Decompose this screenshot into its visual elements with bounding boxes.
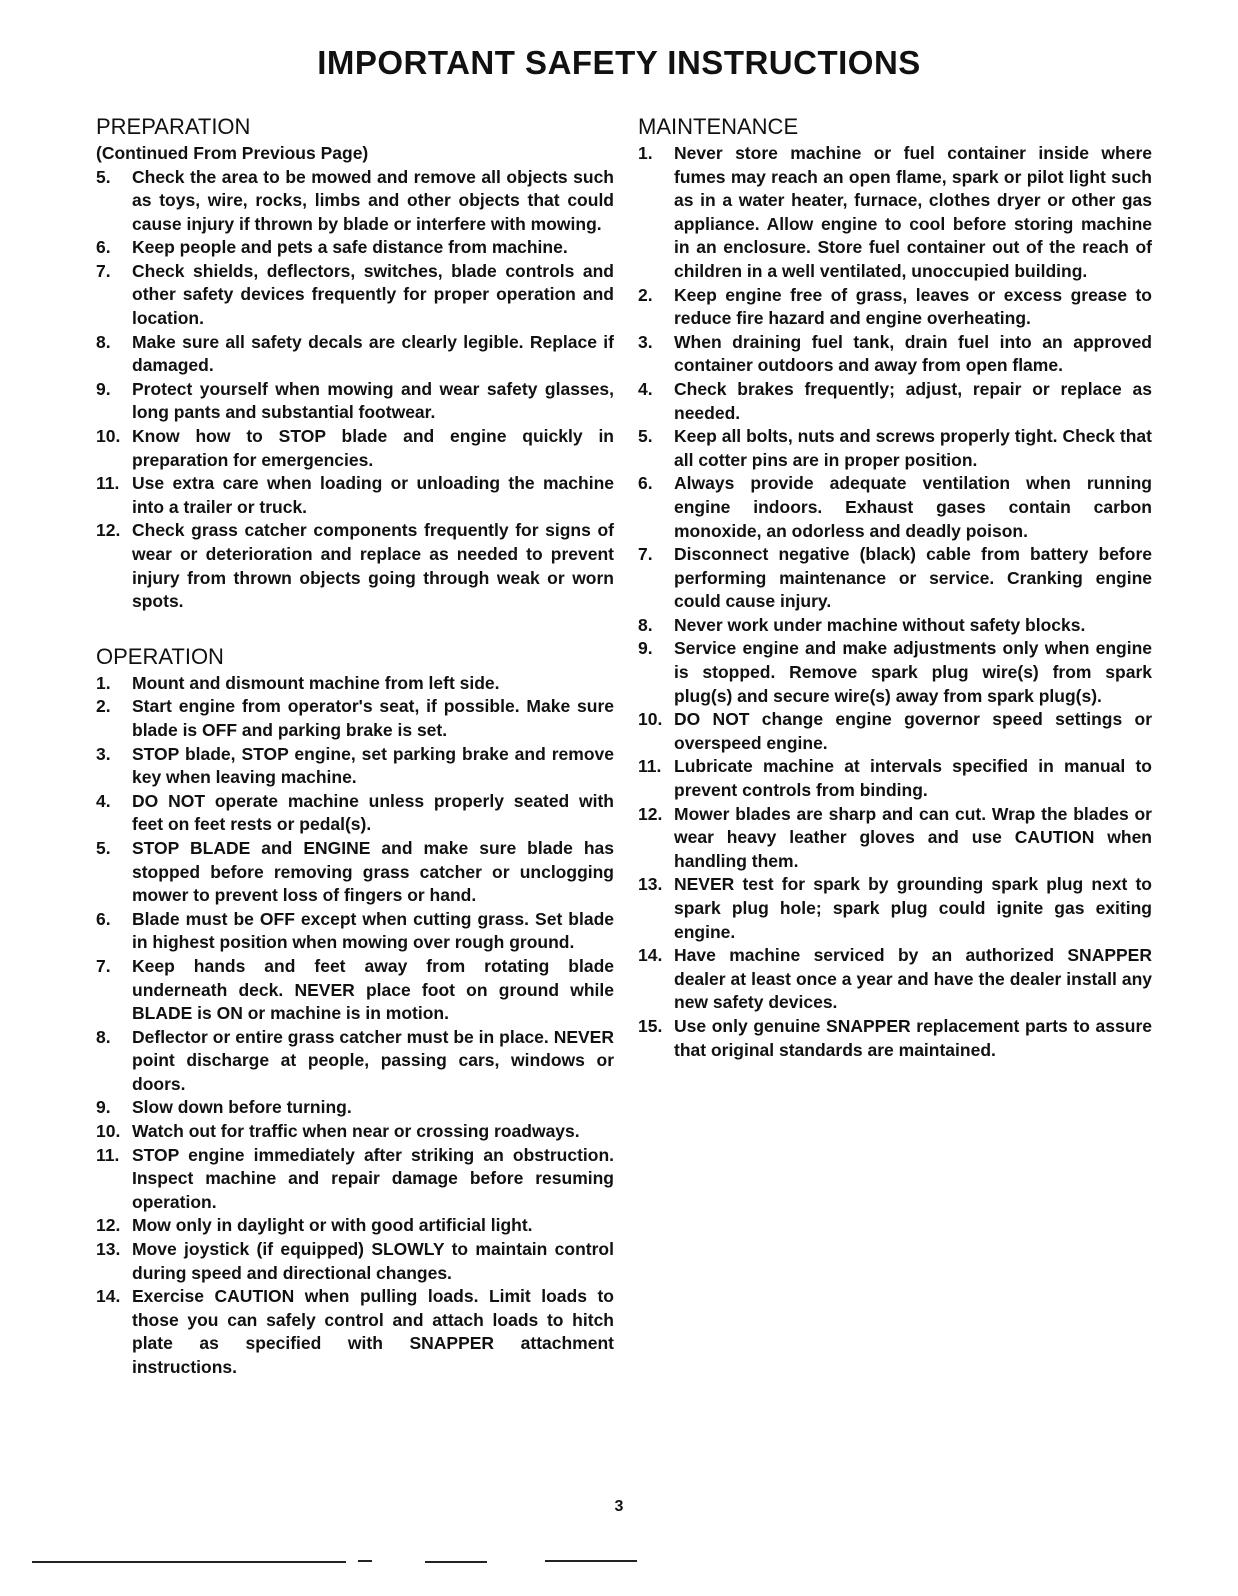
item-number: 11. [96,473,120,494]
left-column [96,112,614,1380]
list-item [638,873,1152,944]
footer-rule [358,1560,372,1562]
item-text: Move joystick (if equipped) SLOWLY to maintain control during speed and directional changes. [132,1239,614,1283]
item-number: 9. [638,638,653,659]
list-item [96,790,614,837]
list-item [96,743,614,790]
item-text: When draining fuel tank, drain fuel into an approved container outdoors and away from open flame. [674,331,1152,376]
item-number: 7. [96,260,111,281]
item-text: Check shields, deflectors, switches, blade controls and other safety devices frequently for proper operation and location. [132,260,614,329]
list-item [96,1285,614,1379]
item-text: Slow down before turning. [132,1097,352,1118]
item-text: Disconnect negative (black) cable from battery before performing maintenance or service. Cranking engine could cause injury. [674,544,1152,612]
item-text: Mow only in daylight or with good artificial light. [132,1215,533,1236]
item-text: STOP blade, STOP engine, set parking brake and remove key when leaving machine. [132,743,614,788]
list-item [96,837,614,908]
maintenance-heading: MAINTENANCE [638,114,799,139]
item-text: STOP BLADE and ENGINE and make sure blade has stopped before removing grass catcher or unclogging mower to prevent loss of fingers or hand. [132,837,614,906]
list-item [638,944,1152,1015]
operation-list [96,672,614,1380]
right-column [638,112,1152,1062]
operation-heading: OPERATION [96,643,224,669]
item-number: 3. [638,331,653,352]
item-text: Keep engine free of grass, leaves or excess grease to reduce fire hazard and engine overheating. [674,284,1152,329]
list-item [96,672,614,696]
item-number: 10. [638,709,663,730]
item-number: 14. [96,1286,121,1307]
footer-rule [425,1561,487,1563]
item-number: 8. [96,1026,111,1047]
item-number: 13. [96,1239,121,1260]
list-item [96,955,614,1026]
item-number: 4. [638,378,653,399]
item-text: Lubricate machine at intervals specified in manual to prevent controls from binding. [674,756,1152,801]
item-number: 8. [638,614,653,635]
item-number: 2. [96,696,111,717]
list-item [638,142,1152,284]
continued-note: (Continued From Previous Page) [96,143,369,163]
list-item [96,1096,614,1120]
item-text: Deflector or entire grass catcher must be in place. NEVER point discharge at people, passing cars, windows or doors. [132,1026,614,1094]
list-item [96,166,614,237]
item-text: Mount and dismount machine from left side. [132,672,500,693]
list-item [638,543,1152,614]
item-text: STOP engine immediately after striking an obstruction. Inspect machine and repair damage before resuming operation. [132,1144,614,1212]
item-text: Check the area to be mowed and remove all objects such as toys, wire, rocks, limbs and other objects that could cause injury if thrown by blade or interfere with mowing. [132,166,614,234]
item-text: Service engine and make adjustments only when engine is stopped. Remove spark plug wire(s) from spark plug(s) and secure wire(s) away from spark plug(s). [674,638,1152,706]
item-text: Keep hands and feet away from rotating blade underneath deck. NEVER place foot on ground while BLADE is ON or machine is in motion. [132,955,614,1024]
item-text: Use only genuine SNAPPER replacement parts to assure that original standards are maintained. [674,1015,1152,1060]
item-text: Check grass catcher components frequently for signs of wear or deterioration and replace as needed to prevent injury from thrown objects going through weak or worn spots. [132,520,614,612]
item-text: Have machine serviced by an authorized SNAPPER dealer at least once a year and have the dealer install any new safety devices. [674,945,1152,1013]
item-text: Never work under machine without safety blocks. [674,614,1086,635]
item-text: Start engine from operator's seat, if possible. Make sure blade is OFF and parking brake is set. [132,696,614,740]
list-item [96,260,614,331]
item-text: Make sure all safety decals are clearly legible. Replace if damaged. [132,331,614,376]
item-text: Protect yourself when mowing and wear safety glasses, long pants and substantial footwear. [132,378,614,423]
item-number: 10. [96,426,121,447]
item-number: 5. [638,426,653,447]
list-item [638,472,1152,543]
list-item [96,519,614,613]
list-item [638,378,1152,425]
list-item [96,1026,614,1097]
item-text: Keep all bolts, nuts and screws properly tight. Check that all cotter pins are in proper position. [674,426,1152,470]
list-item [638,803,1152,874]
item-text: NEVER test for spark by grounding spark plug next to spark plug hole; spark plug could ignite gas exiting engine. [674,874,1152,942]
item-number: 9. [96,378,111,399]
list-item [638,331,1152,378]
list-item [96,425,614,472]
item-number: 15. [638,1015,663,1036]
item-text: Always provide adequate ventilation when running engine indoors. Exhaust gases contain carbon monoxide, an odorless and deadly poison. [674,473,1152,541]
item-text: Keep people and pets a safe distance from machine. [132,237,568,258]
item-number: 6. [638,473,653,494]
maintenance-list [638,142,1152,1062]
list-item [96,472,614,519]
item-text: Never store machine or fuel container inside where fumes may reach an open flame, spark or pilot light such as in a water heater, furnace, clothes dryer or other gas appliance. Allow engine to cool before storing machine in an enclosure. Store fuel container out of the reach of children in a well ventilated, unoccupied building. [674,143,1152,281]
list-item [638,637,1152,708]
item-text: Use extra care when loading or unloading the machine into a trailer or truck. [132,473,614,517]
item-number: 6. [96,237,111,258]
item-number: 11. [638,756,662,777]
list-item [638,425,1152,472]
list-item [638,614,1152,638]
list-item [638,284,1152,331]
list-item [638,708,1152,755]
list-item [96,378,614,425]
page-number: 3 [614,1498,624,1515]
list-item [96,908,614,955]
item-text: Mower blades are sharp and can cut. Wrap the blades or wear heavy leather gloves and use CAUTION when handling them. [674,803,1152,871]
item-number: 5. [96,166,111,187]
item-text: Watch out for traffic when near or crossing roadways. [132,1121,580,1142]
item-number: 12. [638,803,663,824]
item-number: 5. [96,837,111,858]
item-text: Exercise CAUTION when pulling loads. Limit loads to those you can safely control and attach loads to hitch plate as specified with SNAPPER attachment instructions. [132,1286,614,1377]
item-text: Check brakes frequently; adjust, repair or replace as needed. [674,378,1152,423]
list-item [96,695,614,742]
preparation-heading: PREPARATION [96,114,251,139]
page-title: IMPORTANT SAFETY INSTRUCTIONS [317,44,921,81]
item-number: 14. [638,945,663,966]
item-number: 2. [638,284,653,305]
list-item [638,755,1152,802]
list-item [96,1214,614,1238]
item-number: 11. [96,1144,120,1165]
item-number: 12. [96,520,121,541]
item-text: DO NOT operate machine unless properly seated with feet on feet rests or pedal(s). [132,790,614,835]
item-number: 8. [96,331,111,352]
item-number: 1. [96,672,111,693]
item-number: 6. [96,908,111,929]
list-item [96,236,614,260]
footer-rule [545,1560,637,1562]
item-number: 1. [638,143,653,163]
item-number: 7. [638,544,653,565]
list-item [96,331,614,378]
list-item [96,1144,614,1215]
item-text: DO NOT change engine governor speed settings or overspeed engine. [674,709,1152,753]
item-number: 13. [638,874,663,895]
preparation-list [96,166,614,614]
item-number: 10. [96,1121,121,1142]
item-number: 7. [96,955,111,976]
item-text: Know how to STOP blade and engine quickly in preparation for emergencies. [132,426,614,470]
item-number: 12. [96,1215,121,1236]
item-number: 3. [96,743,111,764]
list-item [638,1015,1152,1062]
item-text: Blade must be OFF except when cutting grass. Set blade in highest position when mowing over rough ground. [132,908,614,953]
list-item [96,1120,614,1144]
footer-rule [32,1561,346,1563]
item-number: 4. [96,790,111,811]
item-number: 9. [96,1097,111,1118]
list-item [96,1238,614,1285]
